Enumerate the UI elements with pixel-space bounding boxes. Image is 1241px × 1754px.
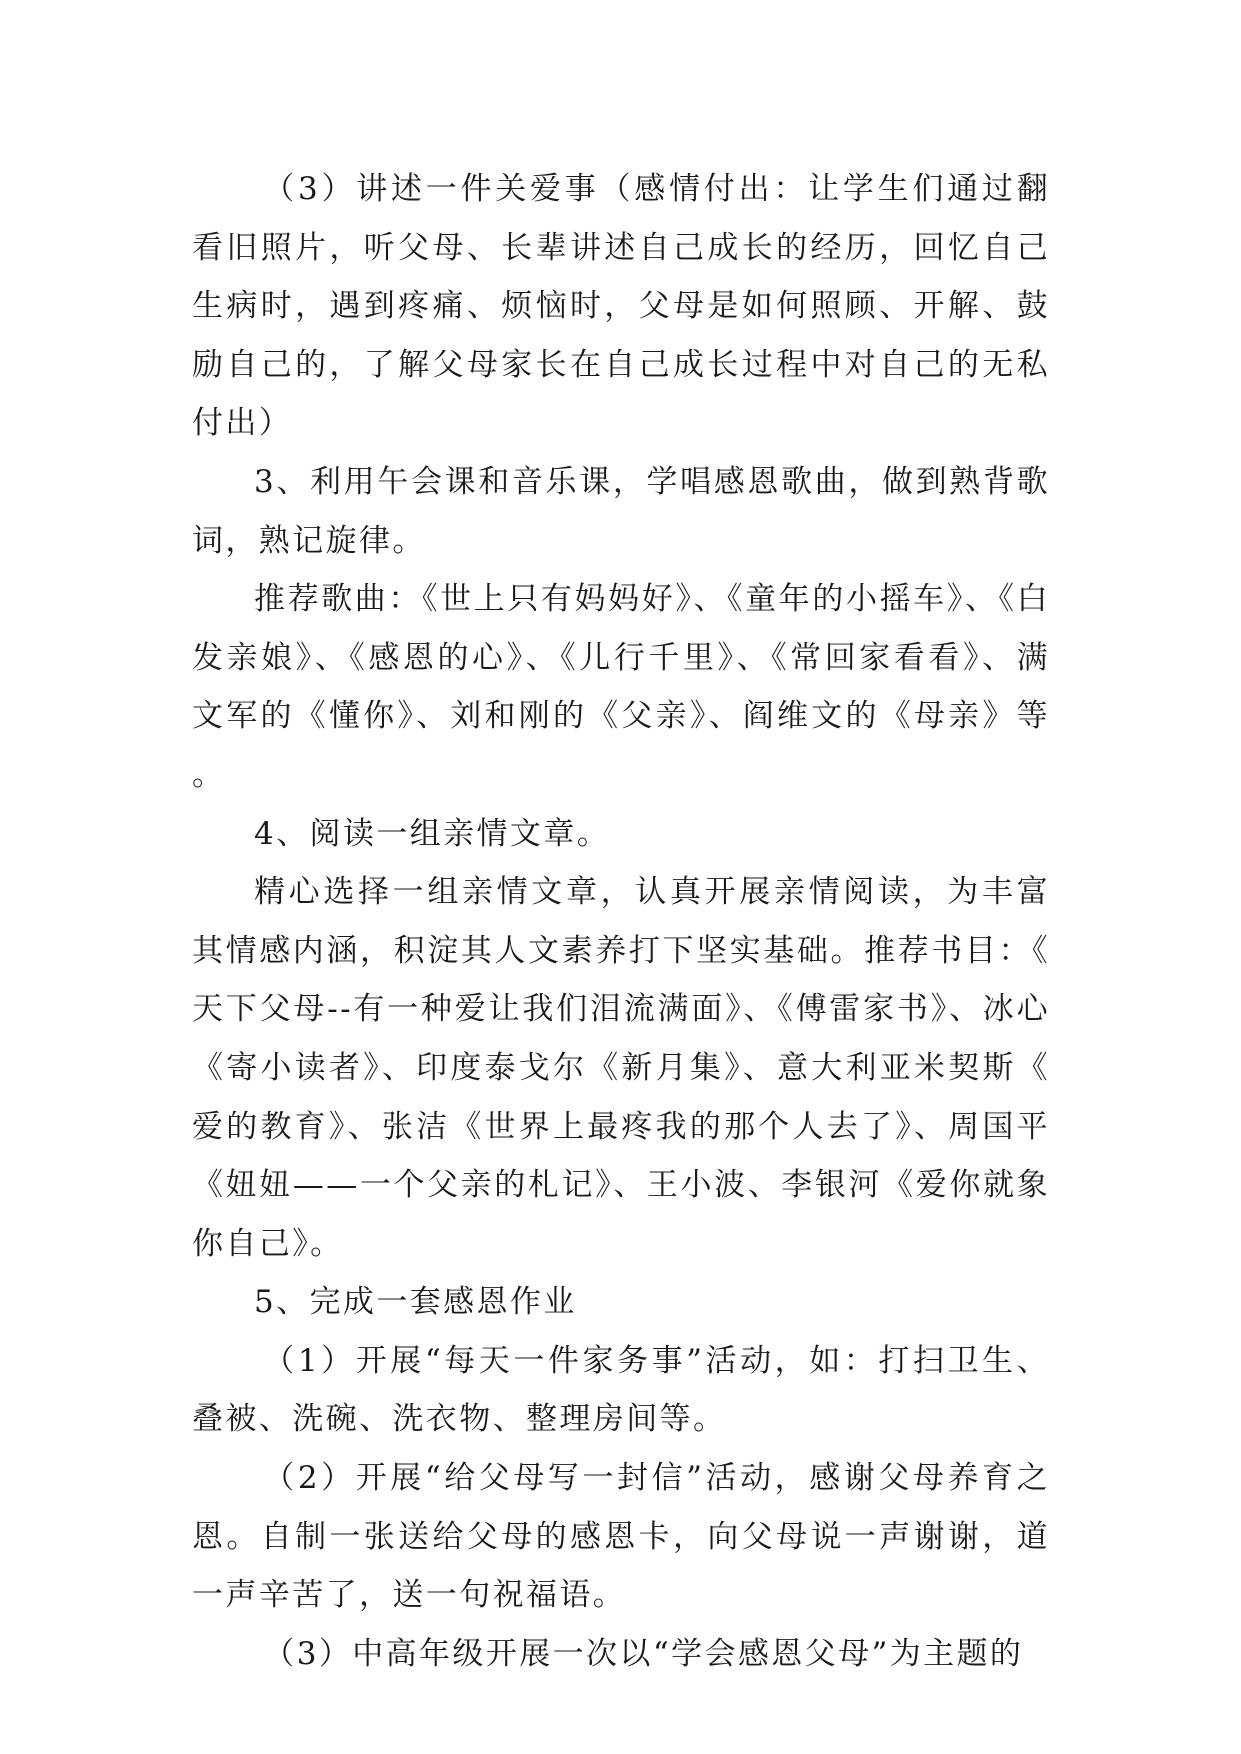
paragraph-share-caring-story: （3）讲述一件关爱事（感情付出：让学生们通过翻看旧照片，听父母、长辈讲述自己成长的经历，回忆自己生病时，遇到疼痛、烦恼时，父母是如何照顾、开解、鼓励自己的，了解父母家长在自己成长过程中对自己的无私付出）: [192, 171, 1050, 442]
paragraph-homework-heading: 5、完成一套感恩作业: [254, 1284, 577, 1321]
paragraph-daily-chores: （1）开展“每天一件家务事”活动，如：打扫卫生、叠被、洗碗、洗衣物、整理房间等。: [192, 1342, 1050, 1438]
paragraph-learn-songs: 3、利用午会课和音乐课，学唱感恩歌曲，做到熟背歌词，熟记旋律。: [192, 463, 1050, 559]
paragraph-read-articles-heading: 4、阅读一组亲情文章。: [254, 815, 611, 852]
document-body: [192, 160, 1050, 1683]
paragraph-recommended-songs: 推荐歌曲：《世上只有妈妈好》、《童年的小摇车》、《白发亲娘》、《感恩的心》、《儿行千里》、《常回家看看》、满文军的《懂你》、刘和刚的《父亲》、阎维文的《母亲》等。: [192, 581, 1050, 793]
paragraph-letter-to-parents: （2）开展“给父母写一封信”活动，感谢父母养育之恩。自制一张送给父母的感恩卡，向父母说一声谢谢，道一声辛苦了，送一句祝福语。: [192, 1460, 1050, 1614]
paragraph-recommended-books: 精心选择一组亲情文章，认真开展亲情阅读，为丰富其情感内涵，积淀其人文素养打下坚实基础。推荐书目：《天下父母--有一种爱让我们泪流满面》、《傅雷家书》、冰心《寄小读者》、印度泰戈尔《新月集》、意大利亚米契斯《爱的教育》、张洁《世界上最疼我的那个人去了》、周国平《妞妞——一个父亲的札记》、王小波、李银河《爱你就象你自己》。: [192, 874, 1050, 1262]
paragraph-theme-activity: （3）中高年级开展一次以“学会感恩父母”为主题的: [263, 1635, 1024, 1672]
